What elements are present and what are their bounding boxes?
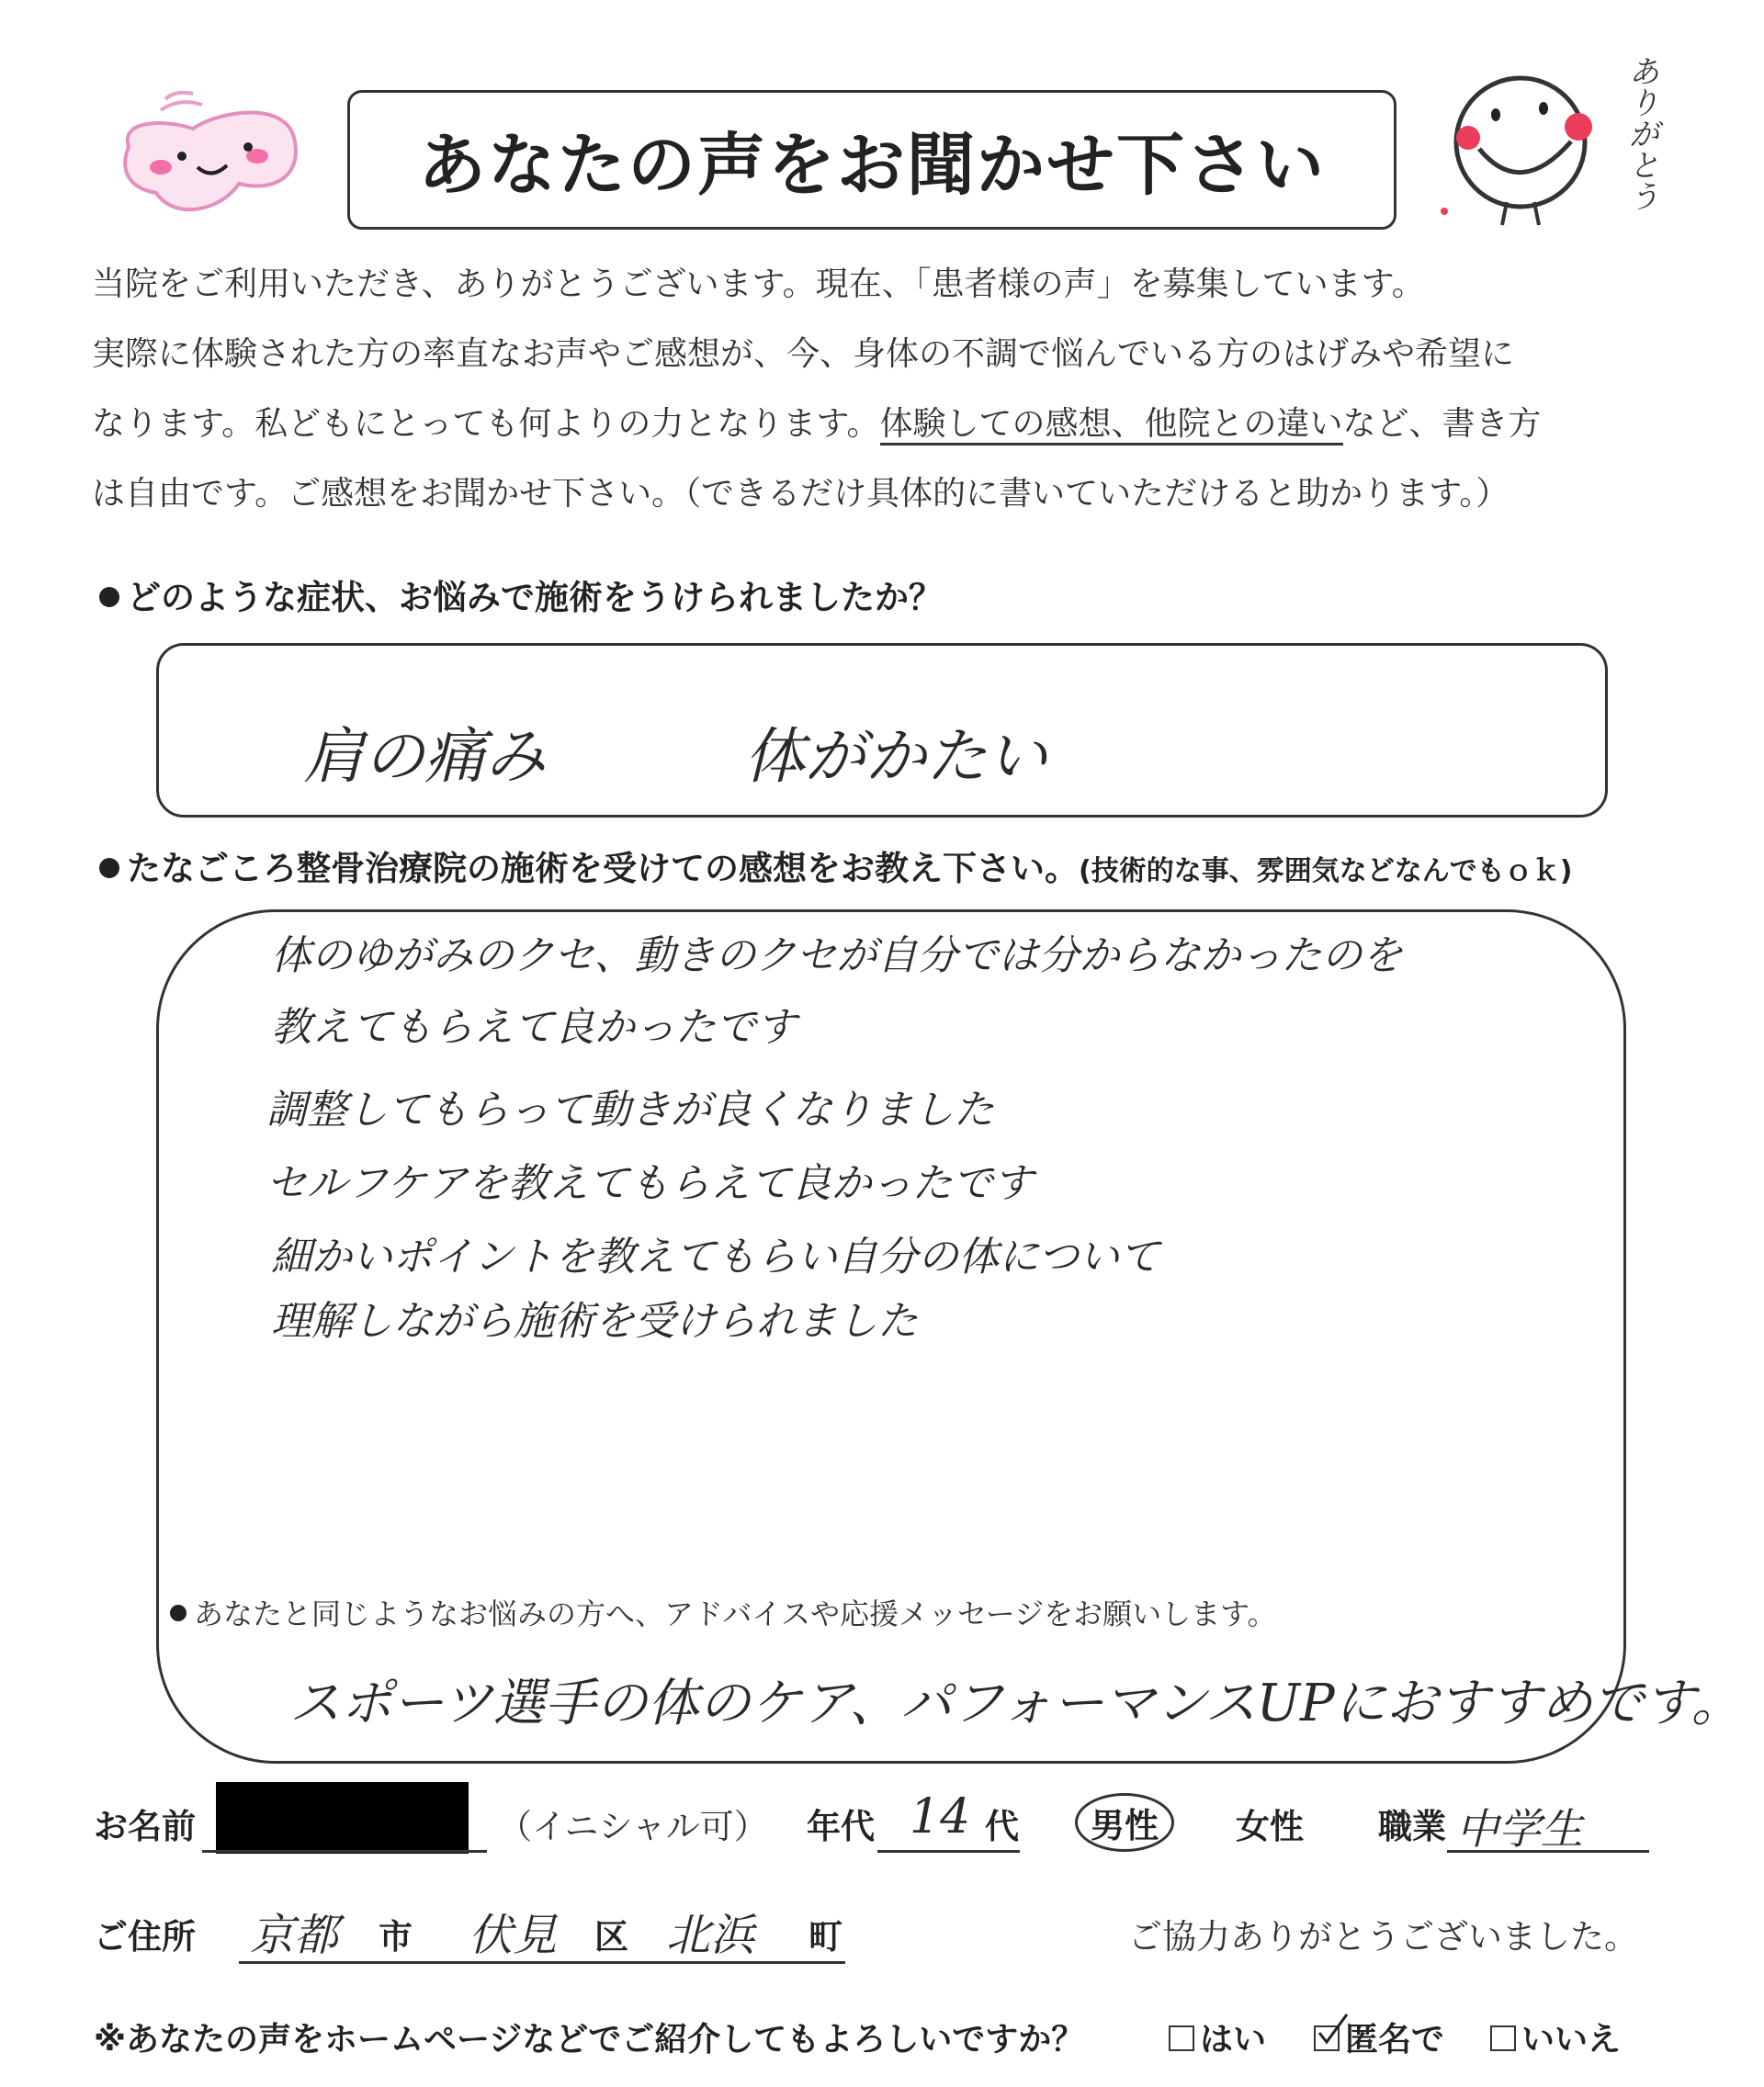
age-value: 14 xyxy=(910,1789,971,1844)
handwritten-line: セルフケアを教えてもらえて良かったです xyxy=(266,1160,1034,1207)
intro-line: 実際に体験された方の率直なお声やご感想が、今、身体の不調で悩んでいる方のはげみや希望に xyxy=(92,335,1515,373)
intro-text xyxy=(92,250,1709,529)
handwritten-advice: スポーツ選手の体のケア、パフォーマンスUPにおすすめです。 xyxy=(289,1674,1743,1733)
name-label: お名前 xyxy=(94,1807,196,1846)
job-value: 中学生 xyxy=(1456,1804,1583,1854)
thanks-message: ご協力ありがとうございました。 xyxy=(1128,1917,1638,1957)
gender-male-text: 男性 xyxy=(1075,1793,1174,1852)
question-impressions xyxy=(99,840,1572,890)
address-ward-suffix: 区 xyxy=(594,1917,628,1957)
question-symptoms xyxy=(99,570,943,619)
question-text: あなたと同じようなお悩みの方へ、アドバイスや応援メッセージをお願いします。 xyxy=(194,1596,1277,1631)
consent-no-option[interactable] xyxy=(1490,2014,1621,2060)
question-advice xyxy=(170,1591,1277,1633)
intro-segment: なります。私どもにとっても何よりの力となります。 xyxy=(92,405,880,443)
name-underline xyxy=(202,1850,487,1853)
bullet-icon xyxy=(99,587,119,607)
thanks-vertical-text: ありがとう xyxy=(1623,55,1659,211)
question-text: どのような症状、お悩みで施術をうけられましたか？ xyxy=(127,578,943,617)
smiley-face-illustration xyxy=(1433,64,1608,230)
handwritten-line: 体のゆがみのクセ、動きのクセが自分では分からなかったのを xyxy=(271,932,1403,979)
name-redaction xyxy=(216,1782,469,1854)
intro-segment: など、書き方 xyxy=(1342,405,1542,443)
bullet-icon xyxy=(99,858,119,878)
gender-female-option: 女性 xyxy=(1236,1807,1304,1846)
address-town: 北浜 xyxy=(666,1910,755,1961)
title-box xyxy=(347,90,1396,230)
initial-note: （イニシャル可） xyxy=(498,1807,768,1846)
consent-yes-option[interactable] xyxy=(1169,2014,1266,2060)
handwritten-answer: 肩の痛み xyxy=(303,721,546,792)
checkbox-no[interactable] xyxy=(1490,2025,1516,2051)
age-underline xyxy=(877,1850,1020,1853)
gender-male-option xyxy=(1075,1793,1174,1852)
consent-no-label: いいえ xyxy=(1521,2021,1622,2059)
handwritten-line: 細かいポイントを教えてもらい自分の体について xyxy=(271,1234,1160,1280)
intro-line: 当院をご利用いただき、ありがとうございます。現在、「患者様の声」を募集しています。 xyxy=(92,265,1425,303)
checkbox-yes[interactable] xyxy=(1169,2025,1194,2051)
page-title: あなたの声をお聞かせ下さい xyxy=(418,126,1326,205)
address-city-suffix: 市 xyxy=(379,1917,413,1957)
handwritten-answer: 体がかたい xyxy=(744,721,1047,792)
checkbox-anonymous-checked[interactable] xyxy=(1314,2025,1340,2051)
address-ward: 伏見 xyxy=(469,1910,558,1961)
question-note: (技術的な事、雰囲気などなんでもｏｋ) xyxy=(1079,855,1573,887)
ghost-mascot-illustration xyxy=(110,83,303,220)
consent-anonymous-label: 匿名で xyxy=(1345,2021,1445,2059)
address-town-suffix: 町 xyxy=(808,1917,842,1957)
age-suffix: 代 xyxy=(985,1807,1019,1846)
consent-yes-label: はい xyxy=(1200,2021,1267,2059)
question-text: たなごころ整骨治療院の施術を受けての感想をお教え下さい。 xyxy=(127,849,1079,888)
address-label: ご住所 xyxy=(94,1917,196,1957)
checkmark-icon xyxy=(1314,2013,1351,2049)
bullet-icon xyxy=(170,1605,187,1621)
consent-question: ※あなたの声をホームページなどでご紹介してもよろしいですか？ xyxy=(94,2021,1085,2059)
intro-line xyxy=(92,389,1709,459)
address-city: 京都 xyxy=(250,1910,339,1961)
handwritten-line: 調整してもらって動きが良くなりました xyxy=(266,1087,994,1134)
intro-line: は自由です。ご感想をお聞かせ下さい。（できるだけ具体的に書いていただけると助かります。） xyxy=(92,475,1510,513)
consent-anonymous-option[interactable] xyxy=(1314,2014,1444,2060)
handwritten-line: 理解しながら施術を受けられました xyxy=(271,1298,918,1345)
intro-underlined-segment: 体験しての感想、他院との違い xyxy=(880,405,1343,446)
age-label: 年代 xyxy=(807,1807,875,1846)
handwritten-line: 教えてもらえて良かったです xyxy=(271,1004,797,1051)
job-label: 職業 xyxy=(1378,1807,1446,1846)
